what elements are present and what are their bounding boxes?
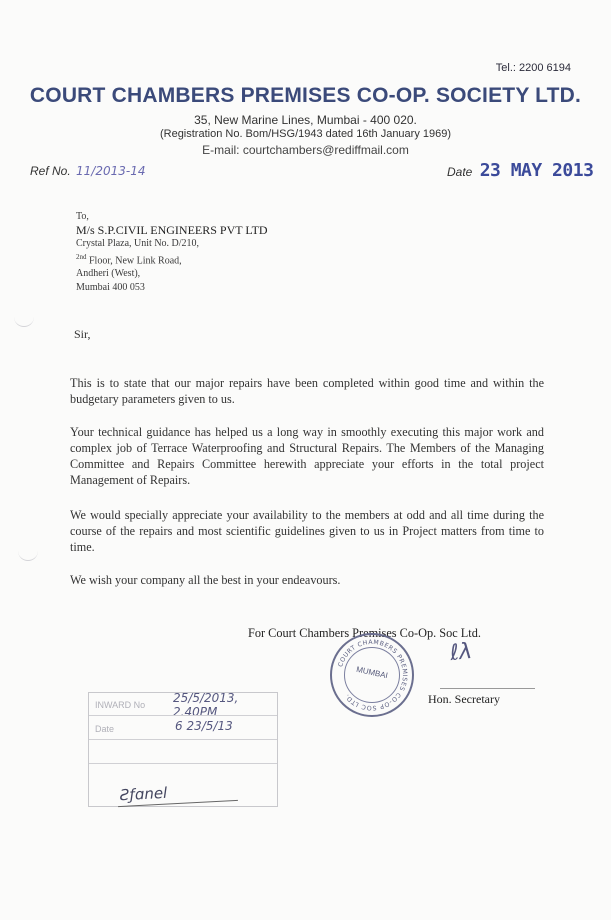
address-line-1: Crystal Plaza, Unit No. D/210, (76, 238, 200, 249)
ref-label: Ref No. (30, 164, 71, 178)
signature-line (440, 688, 535, 689)
recipient-address (76, 210, 268, 294)
date-field (447, 160, 593, 181)
closing-company: For Court Chambers Premises Co-Op. Soc Ltd. (248, 626, 481, 640)
seal-inner-circle (344, 647, 400, 703)
inward-date-handwritten: 25/5/2013, 2.40PM (173, 691, 239, 719)
inward-label: INWARD No (95, 700, 146, 710)
address-line-2-rest: Floor, New Link Road, (86, 254, 182, 266)
date-stamp: 23 MAY 2013 (479, 160, 594, 181)
society-name: COURT CHAMBERS PREMISES CO-OP. SOCIETY LTD. (29, 84, 582, 107)
society-address: 35, New Marine Lines, Mumbai - 400 020. (194, 113, 417, 127)
registration-line: (Registration No. Bom/HSG/1943 dated 16th January 1969) (159, 128, 452, 140)
email-line: E-mail: courtchambers@rediffmail.com (202, 143, 409, 157)
seal-city: MUMBAI (355, 664, 389, 681)
ref-value: 11/2013-14 (76, 164, 146, 178)
recipient-company: M/s S.P.CIVIL ENGINEERS PVT LTD (76, 222, 268, 237)
inward-row-divider (89, 715, 277, 716)
society-seal (330, 633, 414, 717)
body-paragraph-3: We would specially appreciate your availability to the members at odd and all time during the course of the repairs and most scientific guidelines given to us in Project matters from time to time. (70, 508, 544, 554)
address-line-4: Mumbai 400 053 (76, 281, 145, 293)
punch-hole-mark (18, 550, 38, 561)
inward-row-divider (89, 739, 277, 740)
designation: Hon. Secretary (428, 692, 500, 706)
punch-hole-mark (14, 316, 34, 327)
to-line: To, (76, 211, 89, 222)
inward-stamp-box (88, 692, 278, 807)
inward-row-divider (89, 763, 277, 764)
inward-row2-label: Date (95, 724, 115, 734)
address-line-3: Andheri (West), (76, 268, 141, 280)
ref-number (30, 164, 145, 178)
date-label: Date (447, 165, 473, 179)
svg-text:COURT CHAMBERS PREMISES CO-OP: COURT CHAMBERS PREMISES CO-OP SOC LTD. (337, 638, 409, 712)
body-paragraph-1: This is to state that our major repairs have been completed within good time and within the budgetary parameters given to us. (70, 376, 544, 406)
floor-ordinal: 2nd (76, 252, 87, 261)
body-paragraph-4: We wish your company all the best in your endeavours. (70, 573, 341, 587)
salutation: Sir, (74, 327, 91, 341)
secretary-signature-icon: ℓλ (448, 638, 474, 667)
receiver-signature-icon: Ƨƒɑnel (119, 783, 168, 805)
inward-number-handwritten: 6 23/5/13 (175, 719, 233, 733)
telephone-number: Tel.: 2200 6194 (495, 62, 571, 74)
body-paragraph-2: Your technical guidance has helped us a long way in smoothly executing this major work and complex job of Terrace Waterproofing and Structural Repairs. The Members of the Managing Committee and Repairs Committee herewith appreciate your efforts in the total project Management of Repairs. (70, 425, 544, 487)
address-line-2 (76, 251, 268, 268)
